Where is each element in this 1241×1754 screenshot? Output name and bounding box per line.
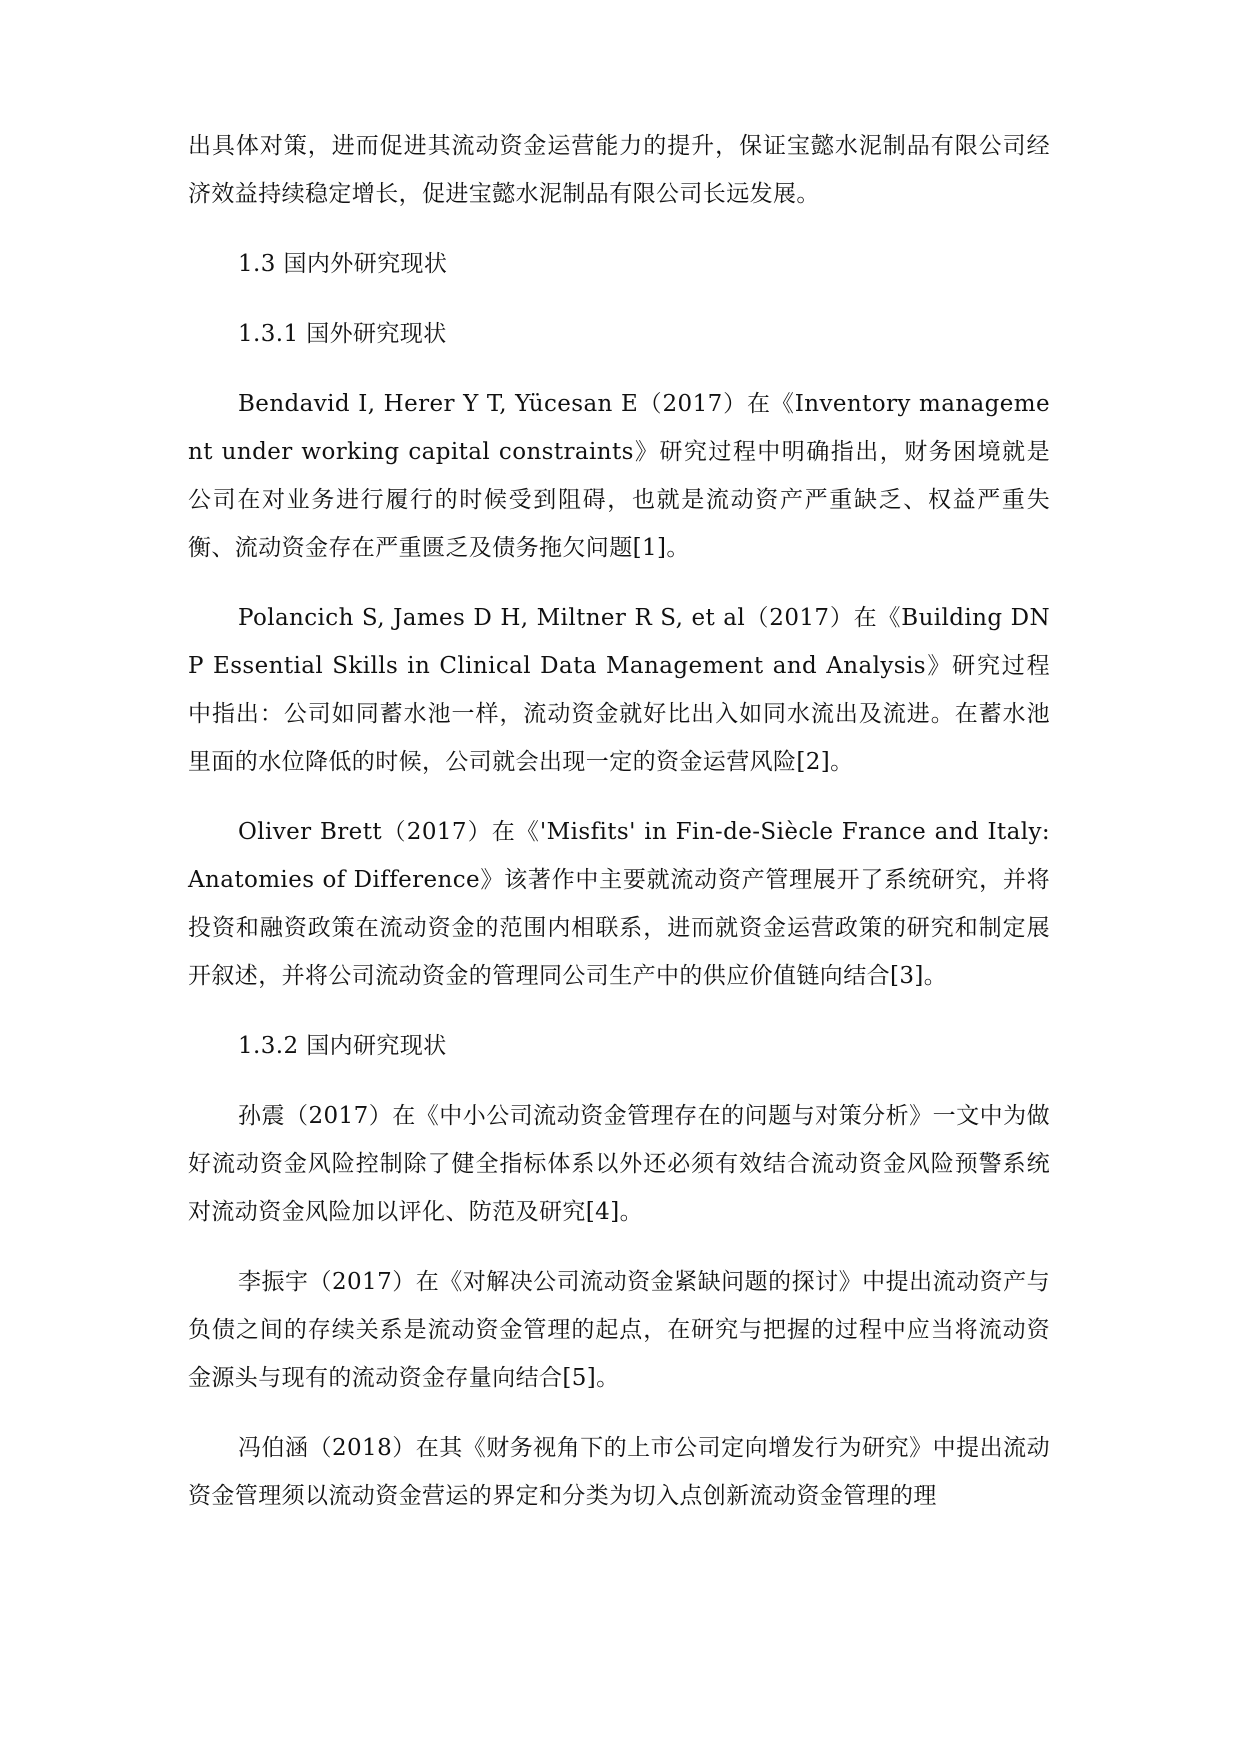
paragraph-feng-bohan: 冯伯涵（2018）在其《财务视角下的上市公司定向增发行为研究》中提出流动资金管理须以流动资金营运的界定和分类为切入点创新流动资金管理的理: [188, 1435, 1050, 1509]
paragraph-bendavid: Bendavid I, Herer Y T, Yücesan E（2017）在《Inventory management under working capital constraints》研究过程中明确指出，财务困境就是公司在对业务进行履行的时候受到阻碍，也就是流动资产严重缺乏、权益严重失衡、流动资金存在严重匮乏及债务拖欠问题[1]。: [188, 391, 1050, 561]
subsection-heading-1-3-1: 1.3.1 国外研究现状: [238, 321, 447, 347]
subsection-heading-1-3-2: 1.3.2 国内研究现状: [238, 1033, 447, 1059]
paragraph-sun-zhen: 孙震（2017）在《中小公司流动资金管理存在的问题与对策分析》一文中为做好流动资金风险控制除了健全指标体系以外还必须有效结合流动资金风险预警系统对流动资金风险加以评化、防范及研究[4]。: [188, 1103, 1050, 1225]
paragraph-polancich: Polancich S, James D H, Miltner R S, et al（2017）在《Building DNP Essential Skills in Clinical Data Management and Analysis》研究过程中指出：公司如同蓄水池一样，流动资金就好比出入如同水流出及流进。在蓄水池里面的水位降低的时候，公司就会出现一定的资金运营风险[2]。: [188, 605, 1050, 775]
paragraph-oliver-brett: Oliver Brett（2017）在《'Misfits' in Fin-de-Siècle France and Italy: Anatomies of Difference》该著作中主要就流动资产管理展开了系统研究，并将投资和融资政策在流动资金的范围内相联系，进而就资金运营政策的研究和制定展开叙述，并将公司流动资金的管理同公司生产中的供应价值链向结合[3]。: [188, 819, 1050, 989]
paragraph-li-zhenyu: 李振宇（2017）在《对解决公司流动资金紧缺问题的探讨》中提出流动资产与负债之间的存续关系是流动资金管理的起点，在研究与把握的过程中应当将流动资金源头与现有的流动资金存量向结合[5]。: [188, 1269, 1050, 1391]
document-body: [188, 122, 1050, 1542]
section-heading-1-3: 1.3 国内外研究现状: [238, 251, 448, 277]
paragraph-intro-continuation: 出具体对策，进而促进其流动资金运营能力的提升，保证宝懿水泥制品有限公司经济效益持续稳定增长，促进宝懿水泥制品有限公司长远发展。: [188, 133, 1050, 207]
